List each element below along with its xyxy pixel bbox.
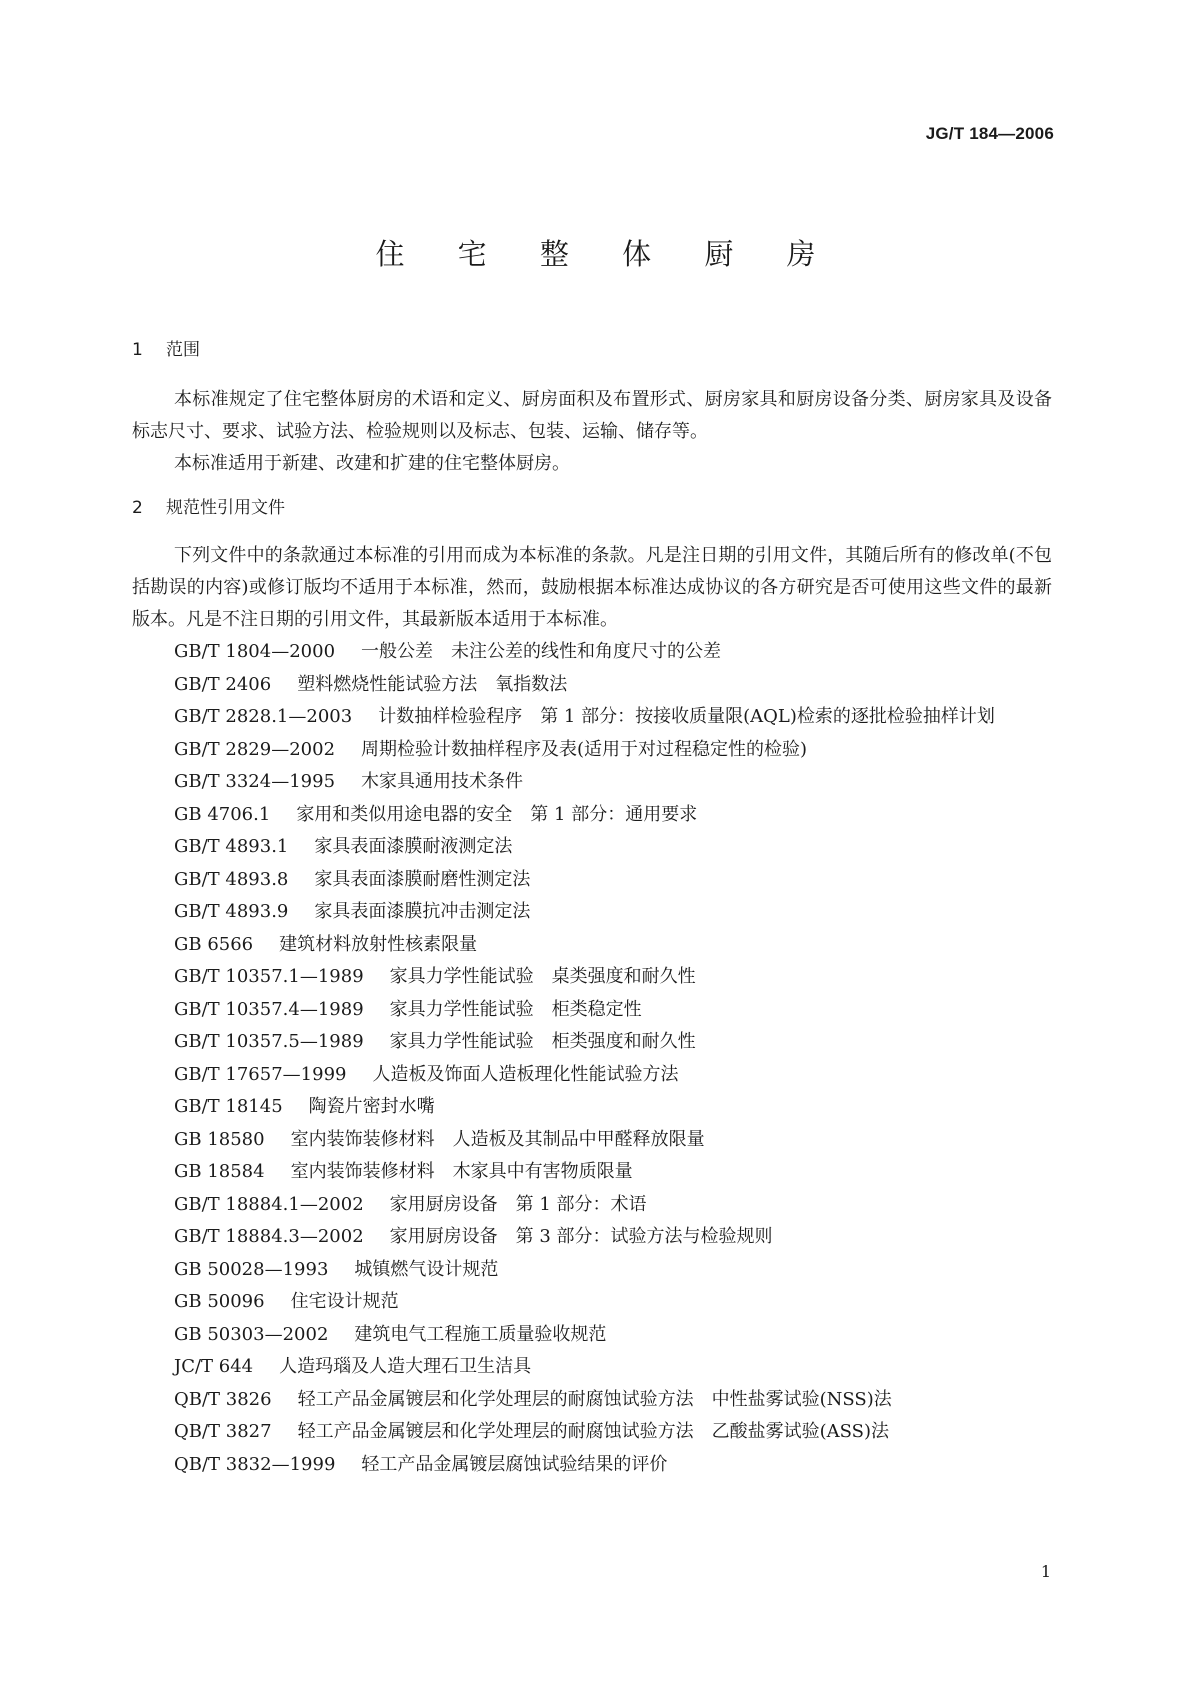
reference-code: QB/T 3826 [174,1388,272,1410]
reference-code: GB/T 2828.1—2003 [174,706,353,727]
reference-title: 室内装饰装修材料 人造板及其制品中甲醛释放限量 [290,1128,705,1150]
reference-item [132,1416,1052,1449]
reference-item [132,1124,1052,1157]
reference-code: GB/T 10357.4—1989 [174,998,364,1020]
reference-title: 塑料燃烧性能试验方法 氧指数法 [297,673,568,695]
reference-item [132,994,1052,1027]
reference-item [132,636,1052,669]
reference-item [132,929,1052,962]
reference-code: GB/T 10357.5—1989 [174,1031,364,1052]
reference-list [132,636,1052,1481]
section-number: 2 [132,498,143,518]
reference-code: GB/T 18884.1—2002 [174,1193,364,1215]
reference-item [132,734,1052,767]
paragraph: 下列文件中的条款通过本标准的引用而成为本标准的条款。凡是注日期的引用文件，其随后所有的修改单(不包括勘误的内容)或修订版均不适用于本标准，然而，鼓励根据本标准达成协议的各方研究是否可使用这些文件的最新版本。凡是不注日期的引用文件，其最新版本适用于本标准。 [132,545,1052,630]
reference-code: GB 50096 [174,1291,265,1312]
reference-item [132,701,1052,734]
reference-code: GB/T 3324—1995 [174,771,336,792]
reference-code: GB/T 4893.1 [174,836,289,857]
section-title: 范围 [166,340,200,360]
reference-code: JC/T 644 [174,1356,254,1377]
reference-title: 家具力学性能试验 桌类强度和耐久性 [389,966,696,987]
reference-item [132,1059,1052,1092]
reference-item [132,864,1052,897]
reference-code: GB/T 17657—1999 [174,1063,347,1085]
reference-item [132,669,1052,702]
reference-item [132,1091,1052,1124]
section-number: 1 [132,340,143,360]
document-title: 住 宅 整 体 厨 房 [375,237,838,271]
reference-title: 陶瓷片密封水嘴 [308,1096,435,1117]
reference-code: GB 18584 [174,1161,265,1182]
reference-title: 建筑材料放射性核素限量 [279,933,478,955]
reference-code: GB 18580 [174,1128,265,1150]
reference-title: 计数抽样检验程序 第 1 部分：按接收质量限(AQL)检索的逐批检验抽样计划 [378,706,995,727]
reference-title: 家具力学性能试验 柜类强度和耐久性 [389,1031,696,1052]
reference-item [132,1351,1052,1384]
reference-item [132,1449,1052,1482]
reference-title: 一般公差 未注公差的线性和角度尺寸的公差 [361,641,722,662]
reference-item [132,1286,1052,1319]
reference-code: GB/T 2829—2002 [174,738,336,760]
reference-title: 家用和类似用途电器的安全 第 1 部分：通用要求 [296,803,698,825]
reference-item [132,1319,1052,1352]
reference-title: 住宅设计规范 [290,1291,399,1312]
reference-title: 木家具通用技术条件 [361,771,524,792]
reference-code: GB 50028—1993 [174,1258,329,1280]
reference-title: 人造板及饰面人造板理化性能试验方法 [372,1063,679,1085]
page-number: 1 [1040,1562,1051,1581]
reference-title: 家具力学性能试验 柜类稳定性 [389,998,642,1020]
paragraph: 本标准规定了住宅整体厨房的术语和定义、厨房面积及布置形式、厨房家具和厨房设备分类、厨房家具及设备标志尺寸、要求、试验方法、检验规则以及标志、包装、运输、储存等。 [132,389,1052,442]
section-title: 规范性引用文件 [166,498,285,518]
document-body [132,334,1052,1481]
reference-code: GB/T 4893.9 [174,901,289,922]
reference-item [132,831,1052,864]
reference-code: QB/T 3832—1999 [174,1453,336,1475]
section-heading [132,334,1052,366]
reference-code: GB 50303—2002 [174,1323,329,1345]
reference-item [132,1026,1052,1059]
reference-code: GB 6566 [174,933,254,955]
reference-title: 家具表面漆膜耐磨性测定法 [314,868,531,890]
reference-title: 家具表面漆膜耐液测定法 [314,836,513,857]
reference-item [132,1384,1052,1417]
reference-item [132,1254,1052,1287]
reference-code: GB/T 1804—2000 [174,641,336,662]
paragraph: 本标准适用于新建、改建和扩建的住宅整体厨房。 [174,453,570,474]
reference-title: 家用厨房设备 第 3 部分：试验方法与检验规则 [389,1226,773,1247]
reference-title: 人造玛瑙及人造大理石卫生洁具 [279,1356,532,1377]
reference-title: 轻工产品金属镀层腐蚀试验结果的评价 [361,1453,668,1475]
reference-item [132,766,1052,799]
reference-code: GB/T 18884.3—2002 [174,1226,364,1247]
reference-title: 轻工产品金属镀层和化学处理层的耐腐蚀试验方法 中性盐雾试验(NSS)法 [297,1388,892,1410]
reference-title: 室内装饰装修材料 木家具中有害物质限量 [290,1161,633,1182]
reference-title: 轻工产品金属镀层和化学处理层的耐腐蚀试验方法 乙酸盐雾试验(ASS)法 [297,1421,889,1442]
reference-title: 周期检验计数抽样程序及表(适用于对过程稳定性的检验) [361,738,808,760]
reference-title: 建筑电气工程施工质量验收规范 [354,1323,607,1345]
reference-item [132,896,1052,929]
reference-code: QB/T 3827 [174,1421,272,1442]
reference-item [132,961,1052,994]
reference-item [132,799,1052,832]
reference-code: GB/T 18145 [174,1096,283,1117]
reference-code: GB/T 2406 [174,673,272,695]
standard-code: JG/T 184—2006 [925,124,1054,143]
reference-title: 家用厨房设备 第 1 部分：术语 [389,1193,647,1215]
reference-code: GB/T 10357.1—1989 [174,966,364,987]
reference-title: 城镇燃气设计规范 [354,1258,499,1280]
reference-code: GB/T 4893.8 [174,868,289,890]
reference-item [132,1156,1052,1189]
reference-item [132,1189,1052,1222]
reference-item [132,1221,1052,1254]
reference-title: 家具表面漆膜抗冲击测定法 [314,901,531,922]
reference-code: GB 4706.1 [174,803,271,825]
section-heading [132,492,1052,524]
